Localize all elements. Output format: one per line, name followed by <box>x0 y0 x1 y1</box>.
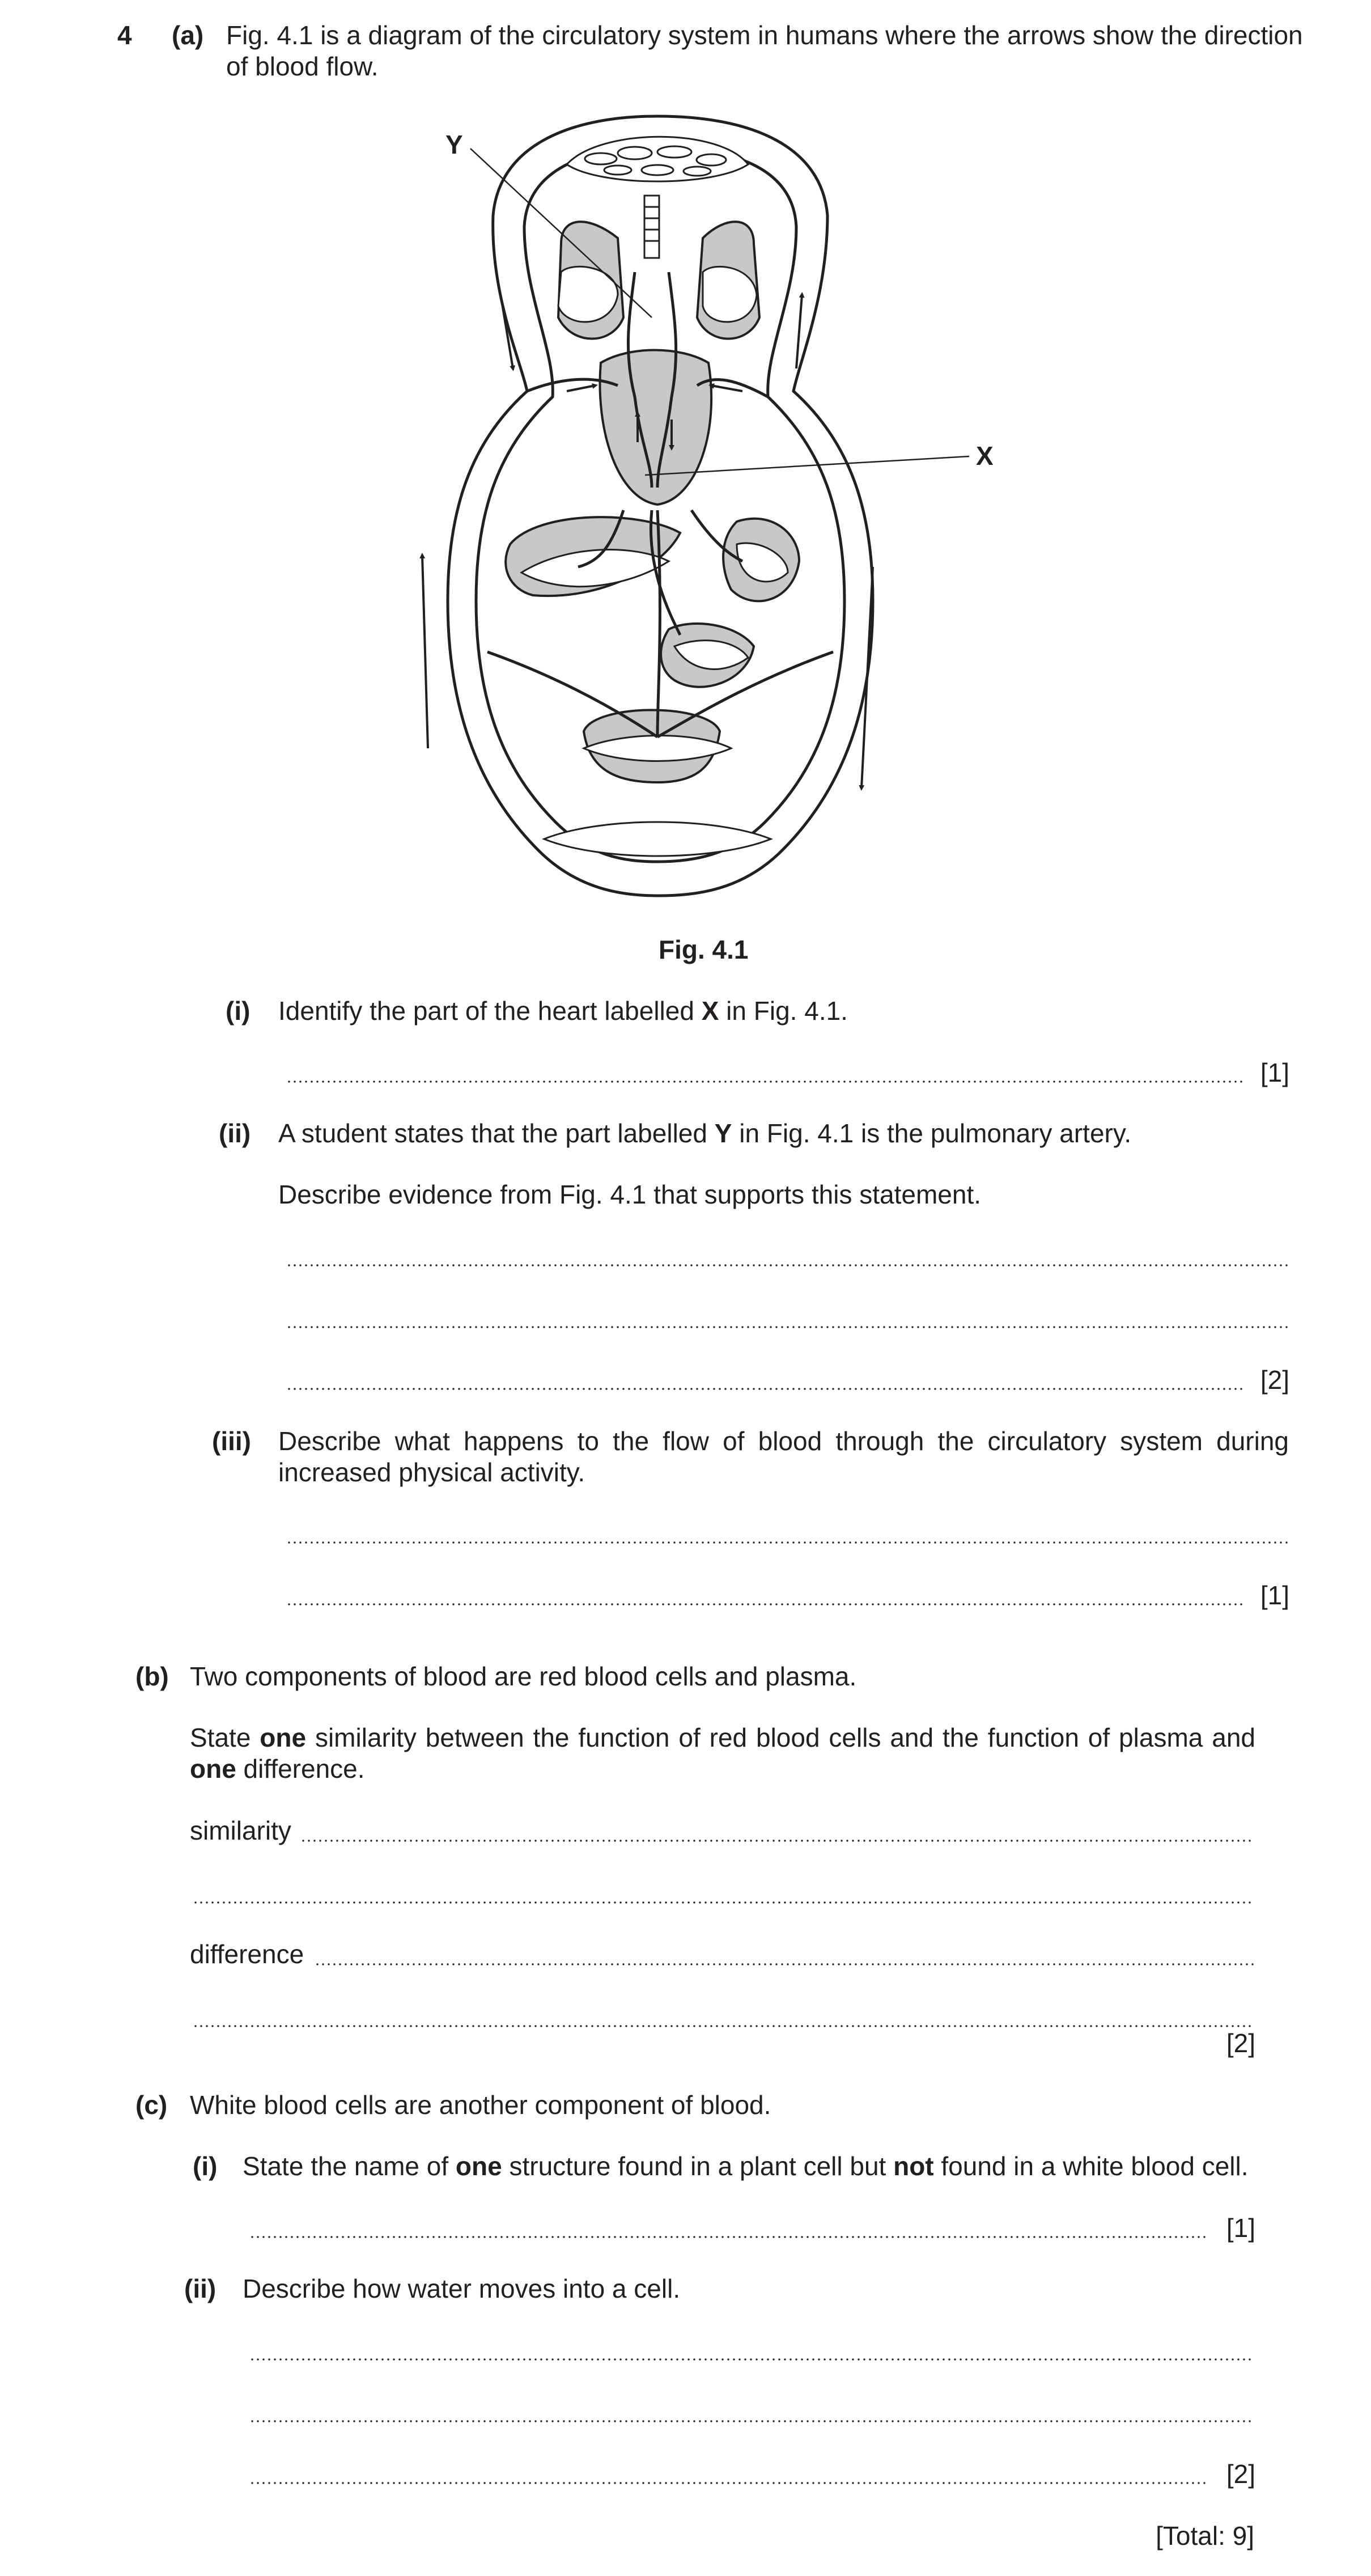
figure-label-y: Y <box>445 130 463 159</box>
mark-a-i: [1] <box>1260 1058 1289 1087</box>
part-c-ii-question: Describe how water moves into a cell. <box>243 2274 681 2303</box>
answer-line-a-iii-2[interactable] <box>286 1603 1243 1605</box>
answer-line-c-i[interactable] <box>249 2236 1208 2238</box>
answer-line-c-ii-3[interactable] <box>249 2482 1208 2484</box>
part-a-ii-question: A student states that the part labelled Y in Fig. 4.1 is the pulmonary artery. <box>278 1118 1132 1148</box>
answer-line-a-iii-1[interactable] <box>286 1541 1289 1544</box>
part-c-label: (c) <box>135 2090 168 2120</box>
mark-c-i: [1] <box>1226 2213 1255 2243</box>
total-marks: [Total: 9] <box>1156 2521 1254 2550</box>
part-c-i-question: State the name of one structure found in a plant cell but not found in a white blood cell. <box>243 2151 1249 2181</box>
mark-a-iii: [1] <box>1260 1581 1289 1610</box>
answer-line-a-ii-2[interactable] <box>286 1326 1289 1328</box>
answer-line-c-ii-2[interactable] <box>249 2420 1254 2422</box>
part-a-iii-question: Describe what happens to the flow of blood through the circulatory system during increased physical activity. <box>278 1426 1289 1487</box>
answer-line-c-ii-1[interactable] <box>249 2358 1254 2361</box>
answer-line-b-difference-2[interactable] <box>193 2025 1254 2027</box>
answer-line-b-difference-1[interactable] <box>315 1963 1254 1965</box>
part-b-question: State one similarity between the function of red blood cells and the function of plasma and one difference. <box>190 1723 1255 1783</box>
similarity-label: similarity <box>190 1816 291 1845</box>
answer-line-a-ii-1[interactable] <box>286 1264 1289 1266</box>
part-a-i-question: Identify the part of the heart labelled X in Fig. 4.1. <box>278 996 848 1026</box>
part-c-intro: White blood cells are another component of blood. <box>190 2090 771 2120</box>
figure-label-x: X <box>976 441 994 471</box>
mark-c-ii: [2] <box>1226 2459 1255 2489</box>
question-number: 4 <box>117 20 132 50</box>
part-a-intro: Fig. 4.1 is a diagram of the circulatory system in humans where the arrows show the direction of blood flow. <box>226 20 1303 81</box>
mark-a-ii: [2] <box>1260 1365 1289 1395</box>
difference-label: difference <box>190 1939 304 1969</box>
circulatory-system-diagram <box>0 0 1371 918</box>
answer-line-b-similarity-1[interactable] <box>300 1840 1254 1842</box>
part-b-label: (b) <box>135 1662 169 1691</box>
part-c-ii-label: (ii) <box>184 2274 217 2303</box>
part-a-iii-label: (iii) <box>212 1426 251 1456</box>
part-b-intro: Two components of blood are red blood cells and plasma. <box>190 1662 857 1691</box>
part-a-ii-label: (ii) <box>219 1118 251 1148</box>
answer-line-a-i[interactable] <box>286 1081 1243 1083</box>
answer-line-a-ii-3[interactable] <box>286 1388 1243 1390</box>
part-a-label: (a) <box>172 20 204 50</box>
part-c-i-label: (i) <box>193 2151 218 2181</box>
part-a-i-label: (i) <box>226 996 251 1026</box>
answer-line-b-similarity-2[interactable] <box>193 1901 1254 1904</box>
part-a-ii-instruction: Describe evidence from Fig. 4.1 that supports this statement. <box>278 1180 982 1209</box>
figure-caption: Fig. 4.1 <box>659 935 749 964</box>
mark-b: [2] <box>1226 2028 1255 2058</box>
